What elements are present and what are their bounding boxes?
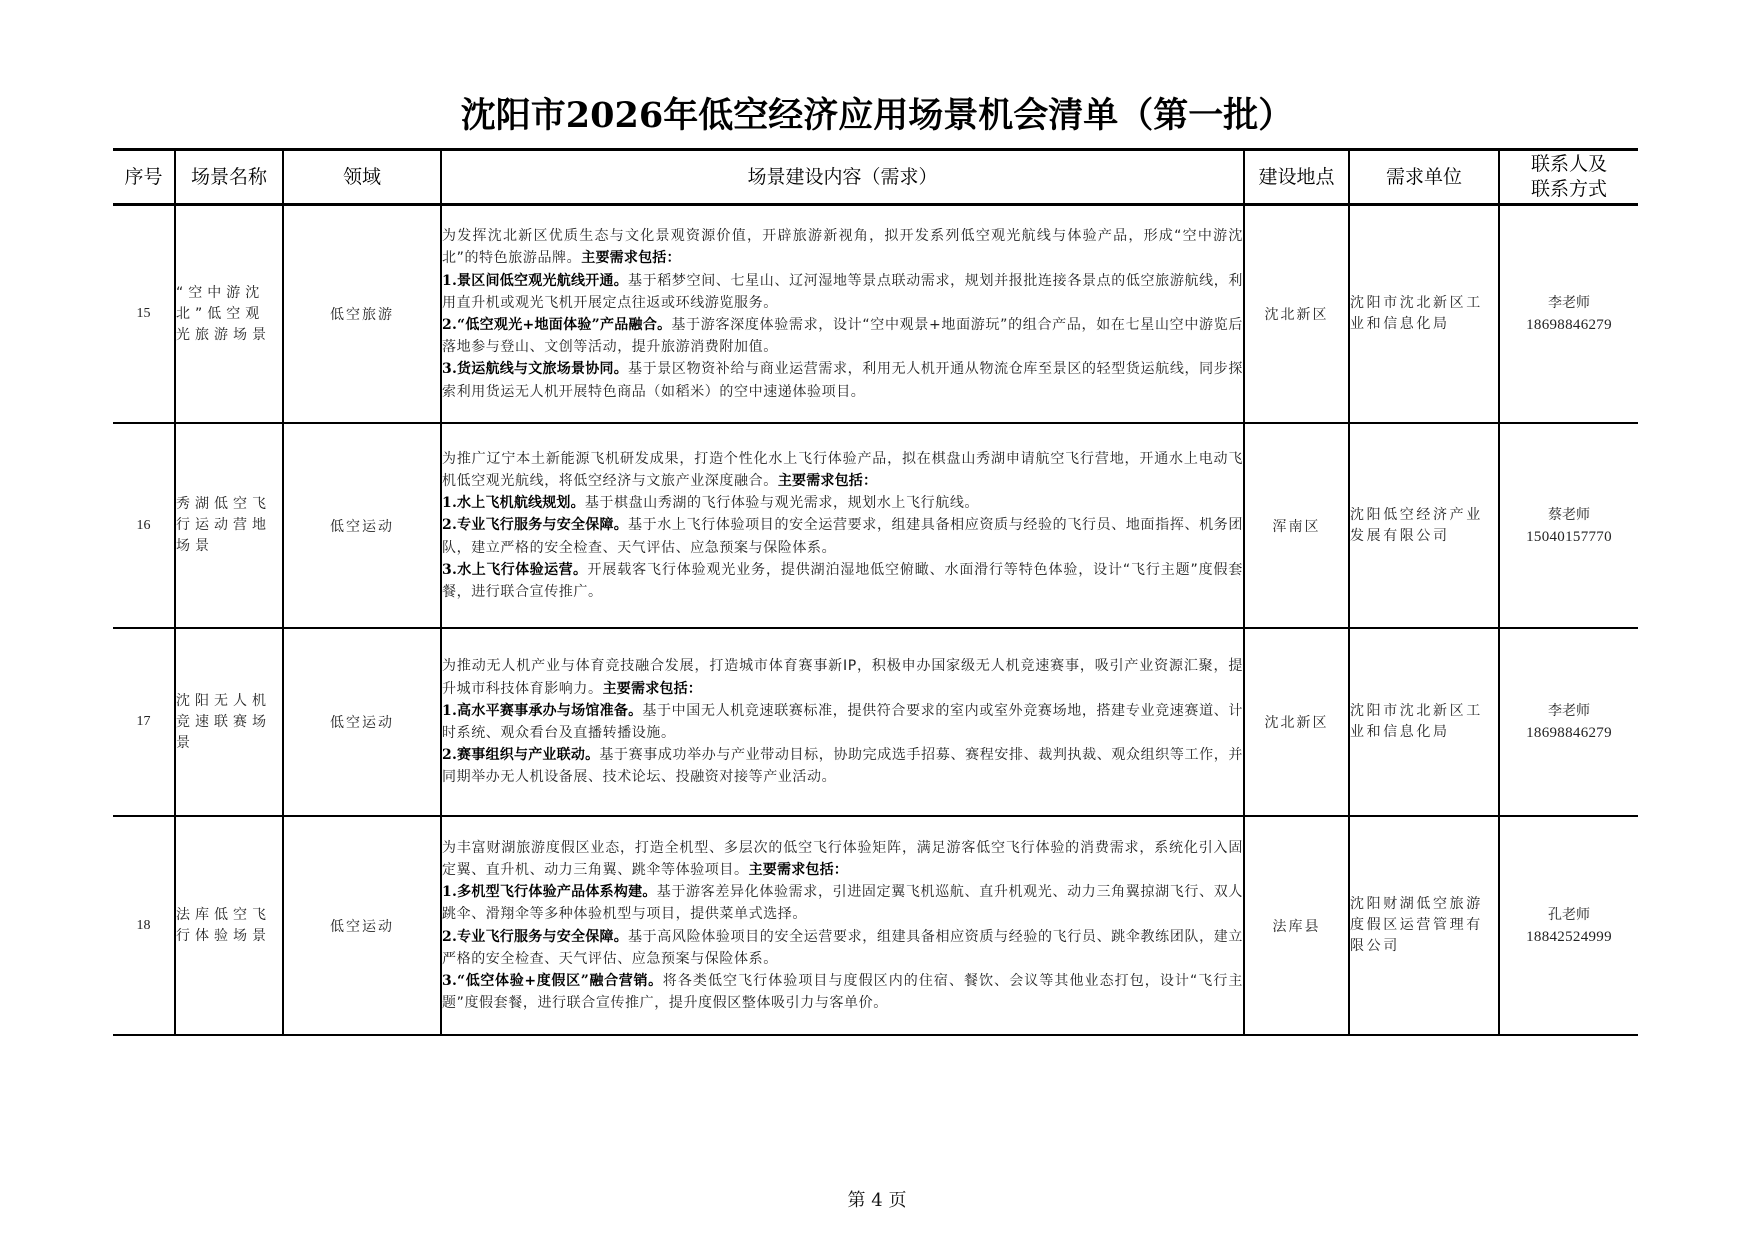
item-title: 1.景区间低空观光航线开通。 — [442, 272, 628, 289]
row-unit: 沈阳市沈北新区工业和信息化局 — [1349, 205, 1499, 424]
contact-phone: 18698846279 — [1526, 725, 1612, 741]
page-number: 第 4 页 — [847, 1190, 907, 1211]
row-field: 低空运动 — [283, 816, 441, 1035]
row-index: 17 — [113, 628, 175, 816]
header-contact — [1499, 150, 1638, 205]
header-content: 场景建设内容（需求） — [441, 150, 1244, 205]
item-text: 基于棋盘山秀湖的飞行体验与观光需求，规划水上飞行航线。 — [584, 495, 980, 512]
content-item — [442, 358, 1243, 402]
table-row — [113, 423, 1638, 628]
item-text: 基于高风险体验项目的安全运营要求，组建具备相应资质与经验的飞行员、跳伞教练团队，建立严格的安全检查、天气评估、应急预案与保险体系。 — [442, 928, 1244, 967]
row-index: 16 — [113, 423, 175, 628]
item-title: 3.“低空体验+度假区”融合营销。 — [442, 972, 663, 989]
intro-text: 为推动无人机产业与体育竞技融合发展，打造城市体育赛事新IP，积极申办国家级无人机竞速赛事，吸引产业资源汇聚，提升城市科技体育影响力。 — [442, 658, 1243, 697]
intro-bold-text: 主要需求包括： — [777, 472, 878, 489]
table-row — [113, 205, 1638, 424]
item-text: 基于游客深度体验需求，设计“空中观景+地面游玩”的组合产品，如在七星山空中游览后落地参与登山、文创等活动，提升旅游消费附加值。 — [442, 317, 1243, 356]
intro-bold-text: 主要需求包括： — [581, 250, 681, 267]
item-text: 基于中国无人机竞速联赛标准，提供符合要求的室内或室外竞赛场地，搭建专业竞速赛道、计时系统、观众看台及直播转播设施。 — [442, 702, 1243, 741]
intro-text: 为推广辽宁本土新能源飞机研发成果，打造个性化水上飞行体验产品，拟在棋盘山秀湖申请航空飞行营地，开通水上电动飞机低空观光航线，将低空经济与文旅产业深度融合。 — [442, 450, 1243, 489]
item-title: 3.水上飞行体验运营。 — [442, 561, 588, 578]
row-contact — [1499, 423, 1638, 628]
intro-text: 为丰富财湖旅游度假区业态，打造全机型、多层次的低空飞行体验矩阵，满足游客低空飞行体验的消费需求，系统化引入固定翼、直升机、动力三角翼、跳伞等体验项目。 — [442, 839, 1243, 878]
table-row — [113, 628, 1638, 816]
row-location: 沈北新区 — [1244, 205, 1349, 424]
content-item — [442, 559, 1243, 603]
content-item — [442, 744, 1243, 788]
row-contact — [1499, 816, 1638, 1035]
content-intro — [442, 655, 1243, 699]
intro-text: 为发挥沈北新区优质生态与文化景观资源价值，开辟旅游新视角，拟开发系列低空观光航线与体验产品，形成“空中游沈北”的特色旅游品牌。 — [442, 228, 1243, 267]
content-item — [442, 970, 1243, 1014]
row-content — [441, 628, 1244, 816]
row-scene-name: 秀湖低空飞行运动营地场景 — [175, 423, 283, 628]
content-item — [442, 700, 1243, 744]
item-text: 基于赛事成功举办与产业带动目标，协助完成选手招募、赛程安排、裁判执裁、观众组织等工作，并同期举办无人机设备展、技术论坛、投融资对接等产业活动。 — [442, 747, 1243, 786]
document-title: 沈阳市2026年低空经济应用场景机会清单（第一批） — [460, 95, 1294, 136]
item-text: 基于水上飞行体验项目的安全运营要求，组建具备相应资质与经验的飞行员、地面指挥、机务团队，建立严格的安全检查、天气评估、应急预案与保险体系。 — [442, 517, 1244, 556]
row-scene-name: “空中游沈北”低空观光旅游场景 — [175, 205, 283, 424]
content-item — [442, 270, 1243, 314]
intro-bold-text: 主要需求包括： — [748, 861, 849, 878]
row-index: 15 — [113, 205, 175, 424]
row-field: 低空运动 — [283, 423, 441, 628]
item-title: 3.货运航线与文旅场景协同。 — [442, 361, 628, 378]
content-intro — [442, 837, 1243, 881]
row-unit: 沈阳市沈北新区工业和信息化局 — [1349, 628, 1499, 816]
row-scene-name: 法库低空飞行体验场景 — [175, 816, 283, 1035]
content-intro — [442, 225, 1243, 269]
intro-bold-text: 主要需求包括： — [602, 680, 703, 697]
table-header-row — [113, 150, 1638, 205]
row-contact — [1499, 628, 1638, 816]
row-content — [441, 205, 1244, 424]
contact-name: 李老师 — [1548, 295, 1590, 311]
row-field: 低空旅游 — [283, 205, 441, 424]
header-location: 建设地点 — [1244, 150, 1349, 205]
item-text: 将各类低空飞行体验项目与度假区内的住宿、餐饮、会议等其他业态打包，设计“飞行主题”度假套餐，进行联合宣传推广，提升度假区整体吸引力与客单价。 — [442, 972, 1243, 1012]
header-scene-name: 场景名称 — [175, 150, 283, 205]
row-index: 18 — [113, 816, 175, 1035]
contact-name: 蔡老师 — [1548, 506, 1590, 523]
header-contact-line1: 联系人及 — [1530, 153, 1607, 175]
row-location: 沈北新区 — [1244, 628, 1349, 816]
opportunity-table — [113, 148, 1638, 1036]
item-title: 1.多机型飞行体验产品体系构建。 — [442, 884, 657, 901]
item-title: 1.水上飞机航线规划。 — [442, 495, 585, 512]
item-title: 2.专业飞行服务与安全保障。 — [442, 928, 628, 945]
item-text: 开展载客飞行体验观光业务，提供湖泊湿地低空俯瞰、水面滑行等特色体验，设计“飞行主题”度假套餐，进行联合宣传推广。 — [442, 561, 1243, 600]
contact-phone: 18842524999 — [1526, 928, 1612, 945]
contact-name: 李老师 — [1548, 703, 1590, 719]
content-item — [442, 514, 1243, 558]
row-contact — [1499, 205, 1638, 424]
item-title: 2.专业飞行服务与安全保障。 — [442, 517, 628, 534]
content-intro — [442, 448, 1243, 492]
content-item — [442, 314, 1243, 358]
content-item — [442, 881, 1243, 925]
row-unit: 沈阳财湖低空旅游度假区运营管理有限公司 — [1349, 816, 1499, 1035]
row-field: 低空运动 — [283, 628, 441, 816]
header-field: 领域 — [283, 150, 441, 205]
content-item — [442, 926, 1243, 970]
row-location: 浑南区 — [1244, 423, 1349, 628]
item-text: 基于稻梦空间、七星山、辽河湿地等景点联动需求，规划并报批连接各景点的低空旅游航线，利用直升机或观光飞机开展定点往返或环线游览服务。 — [442, 272, 1244, 311]
content-item — [442, 492, 1243, 514]
table-row — [113, 816, 1638, 1035]
item-text: 基于景区物资补给与商业运营需求，利用无人机开通从物流仓库至景区的轻型货运航线，同步探索利用货运无人机开展特色商品（如稻米）的空中速递体验项目。 — [442, 361, 1244, 400]
contact-phone: 18698846279 — [1526, 317, 1612, 333]
contact-phone: 15040157770 — [1526, 528, 1612, 545]
header-contact-line2: 联系方式 — [1530, 178, 1607, 200]
row-content — [441, 423, 1244, 628]
row-content — [441, 816, 1244, 1035]
row-scene-name: 沈阳无人机竞速联赛场景 — [175, 628, 283, 816]
header-index: 序号 — [113, 150, 175, 205]
item-text: 基于游客差异化体验需求，引进固定翼飞机巡航、直升机观光、动力三角翼掠湖飞行、双人跳伞、滑翔伞等多种体验机型与项目，提供菜单式选择。 — [442, 884, 1243, 923]
contact-name: 孔老师 — [1548, 906, 1590, 923]
item-title: 2.“低空观光+地面体验”产品融合。 — [442, 317, 672, 333]
header-unit: 需求单位 — [1349, 150, 1499, 205]
item-title: 2.赛事组织与产业联动。 — [442, 747, 600, 764]
row-unit: 沈阳低空经济产业发展有限公司 — [1349, 423, 1499, 628]
item-title: 1.高水平赛事承办与场馆准备。 — [442, 702, 643, 719]
row-location: 法库县 — [1244, 816, 1349, 1035]
